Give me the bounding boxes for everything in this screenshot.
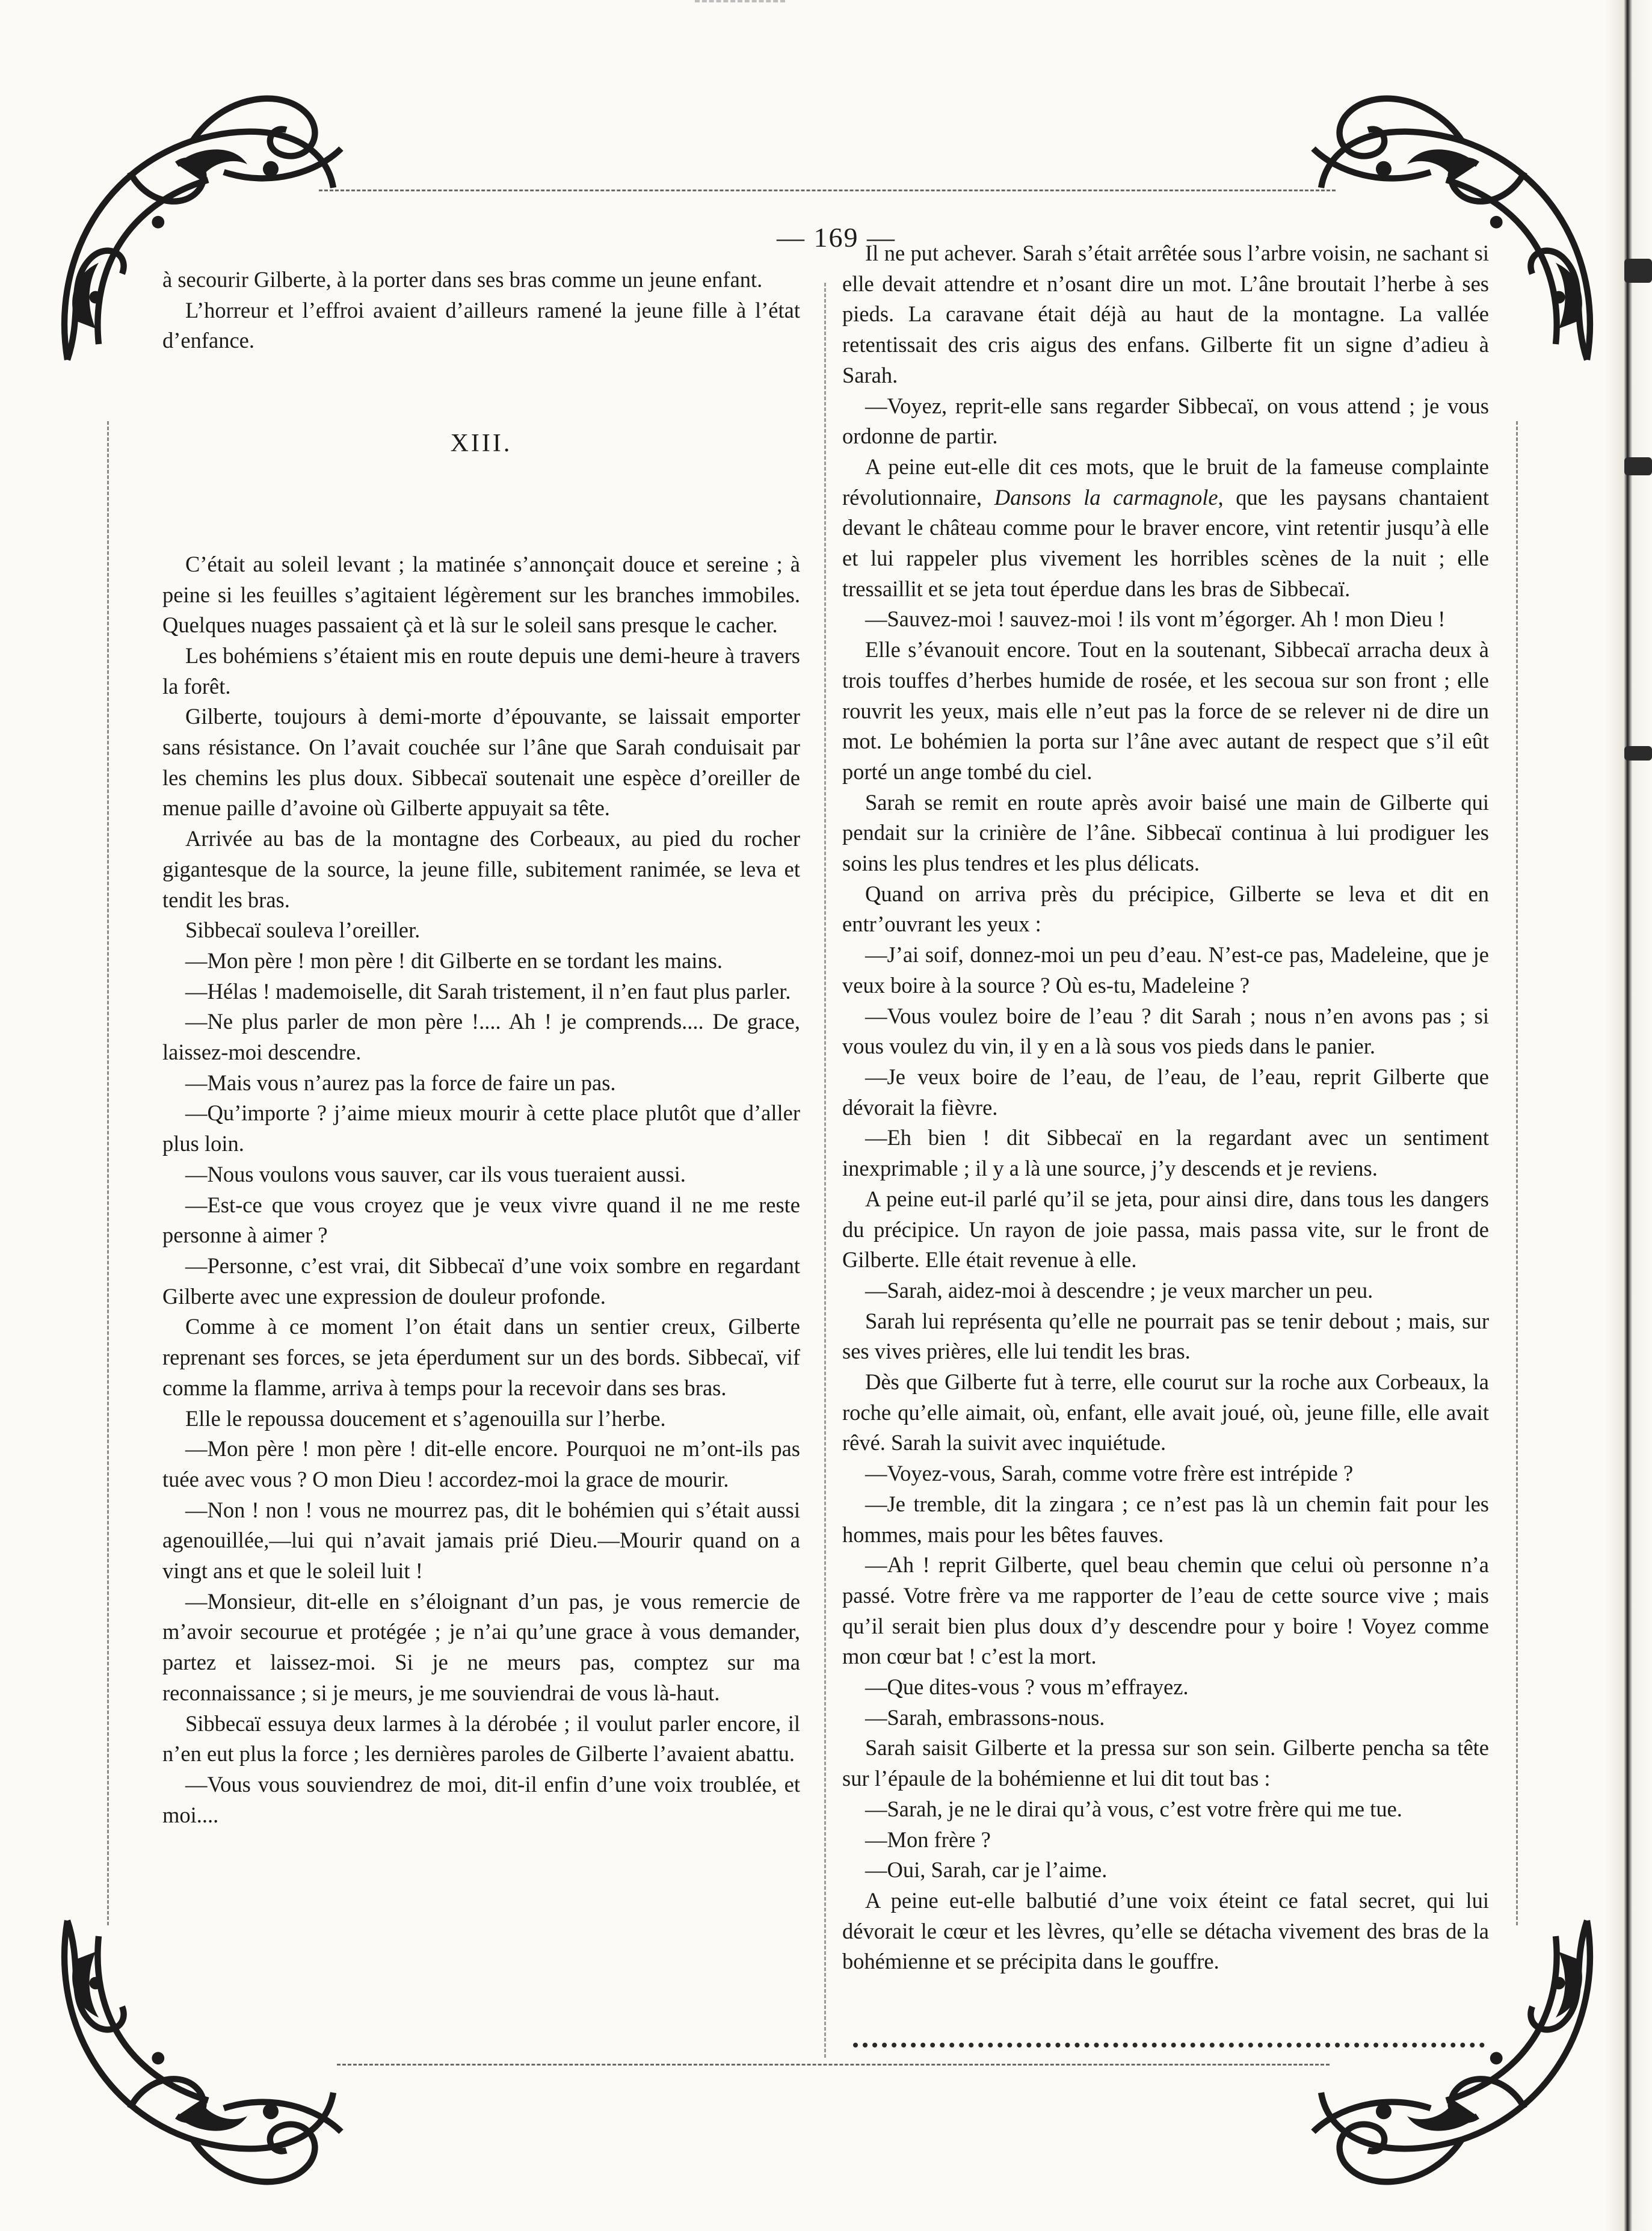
paragraph: —Qu’importe ? j’aime mieux mourir à cette place plutôt que d’aller plus loin. bbox=[162, 1100, 800, 1156]
edge-mark bbox=[1624, 259, 1652, 283]
song-title: Dansons la carmagnole bbox=[994, 484, 1218, 510]
edge-mark bbox=[1624, 746, 1652, 761]
closing-dotted-rule bbox=[853, 2043, 1485, 2047]
paragraph: —Ah ! reprit Gilberte, quel beau chemin que celui où personne n’a passé. Votre frère va me rapporter de l’eau de cette source vive ; mais qu’il serait bien plus doux d’y descendre pour y boire ! Voyez comme mon cœur bat ! c’est la mort. bbox=[842, 1552, 1489, 1669]
paragraph: —Mon frère ? bbox=[865, 1827, 991, 1852]
paragraph: Sibbecaï essuya deux larmes à la dérobée ; il voulut parler encore, il n’en eut plus la force ; les dernières paroles de Gilberte l’avaient abattu. bbox=[162, 1711, 800, 1767]
paragraph: —Monsieur, dit-elle en s’éloignant d’un pas, je vous remercie de m’avoir secourue et protégée ; je n’ai qu’une grace à vous demander, partez et laissez-moi. Si je ne meurs pas, comptez sur ma reconnaissance ; si je meurs, je me souviendrai de vous là-haut. bbox=[162, 1588, 800, 1705]
paragraph: —Vous vous souviendrez de moi, dit-il enfin d’une voix troublée, et moi.... bbox=[162, 1771, 800, 1827]
paragraph: Comme à ce moment l’on était dans un sentier creux, Gilberte reprenant ses forces, se jeta éperdument sur un des bords. Sibbecaï, vif comme la flamme, arriva à temps pour la recevoir dans ses bras. bbox=[162, 1314, 800, 1400]
paragraph: —Je veux boire de l’eau, de l’eau, de l’eau, reprit Gilberte que dévorait la fièvre. bbox=[842, 1064, 1489, 1120]
paragraph: A peine eut-elle dit ces mots, que le bruit de la fameuse complainte révolutionnaire, Dansons la carmagnole, que les paysans chantaient devant le château comme pour le braver encore, vint retentir jusqu’à elle et lui rappeler plus vivement les horribles scènes de la nuit ; elle tressaillit et se jeta tout éperdue dans les bras de Sibbecaï. bbox=[842, 454, 1490, 601]
page-number: — 169 — bbox=[777, 222, 896, 253]
paragraph: Sarah lui représenta qu’elle ne pourrait pas se tenir debout ; mais, sur ses vives prières, elle lui tendit les bras. bbox=[842, 1308, 1489, 1364]
right-column bbox=[842, 238, 1489, 1977]
frame-bottom-line bbox=[337, 2064, 1330, 2066]
paragraph: —Eh bien ! dit Sibbecaï en la regardant avec un sentiment inexprimable ; il y a là une source, j’y descends et je reviens. bbox=[842, 1125, 1489, 1181]
paragraph: —Sarah, aidez-moi à descendre ; je veux marcher un peu. bbox=[865, 1277, 1373, 1303]
paragraph: —Vous voulez boire de l’eau ? dit Sarah ; nous n’en avons pas ; si vous voulez du vin, il y en a là sous vos pieds dans le panier. bbox=[842, 1003, 1489, 1059]
top-edge-mark bbox=[695, 0, 785, 11]
left-column-body bbox=[162, 549, 800, 1831]
paragraph: —Non ! non ! vous ne mourrez pas, dit le bohémien qui s’était aussi agenouillée,—lui qui n’avait jamais prié Dieu.—Mourir quand on a vingt ans et que le soleil luit ! bbox=[162, 1497, 800, 1584]
paragraph: —Que dites-vous ? vous m’effrayez. bbox=[865, 1674, 1189, 1700]
frame-left-line bbox=[107, 421, 109, 1925]
bottom-left-ornament-icon bbox=[36, 1889, 349, 2202]
frame-top-line bbox=[319, 190, 1336, 191]
frame-right-line bbox=[1516, 421, 1518, 1925]
paragraph: —Nous voulons vous sauver, car ils vous tueraient aussi. bbox=[185, 1161, 686, 1186]
paragraph: Quand on arriva près du précipice, Gilberte se leva et dit en entr’ouvrant les yeux : bbox=[842, 881, 1489, 937]
paragraph: Dès que Gilberte fut à terre, elle courut sur la roche aux Corbeaux, la roche qu’elle aimait, où, enfant, elle avait joué, où, jeune fille, elle avait rêvé. Sarah la suivit avec inquiétude. bbox=[842, 1369, 1489, 1455]
paragraph: L’horreur et l’effroi avaient d’ailleurs ramené la jeune fille à l’état d’enfance. bbox=[162, 297, 800, 353]
column-divider bbox=[824, 283, 826, 2058]
right-column-body bbox=[842, 238, 1489, 1977]
paragraph: —Mon père ! mon père ! dit-elle encore. Pourquoi ne m’ont-ils pas tuée avec vous ? O mon Dieu ! accordez-moi la grace de mourir. bbox=[162, 1436, 800, 1492]
paragraph: —Est-ce que vous croyez que je veux vivre quand il ne me reste personne à aimer ? bbox=[162, 1192, 800, 1248]
paragraph: Sarah se remit en route après avoir baisé une main de Gilberte qui pendait sur la crinière de l’âne. Sibbecaï continua à lui prodiguer les soins les plus tendres et les plus délicats. bbox=[842, 789, 1489, 876]
paragraph: —Oui, Sarah, car je l’aime. bbox=[865, 1857, 1108, 1883]
paragraph: —Ne plus parler de mon père !.... Ah ! je comprends.... De grace, laissez-moi descendre. bbox=[162, 1009, 800, 1065]
paragraph: —Voyez-vous, Sarah, comme votre frère est intrépide ? bbox=[865, 1461, 1354, 1486]
paragraph: —Voyez, reprit-elle sans regarder Sibbecaï, on vous attend ; je vous ordonne de partir. bbox=[842, 393, 1489, 449]
paragraph: —Sauvez-moi ! sauvez-moi ! ils vont m’égorger. Ah ! mon Dieu ! bbox=[865, 606, 1446, 632]
paragraph: Elle le repoussa doucement et s’agenouilla sur l’herbe. bbox=[185, 1406, 666, 1431]
paragraph: Les bohémiens s’étaient mis en route depuis une demi-heure à travers la forêt. bbox=[162, 643, 800, 699]
left-column bbox=[162, 265, 800, 1830]
paragraph: A peine eut-il parlé qu’il se jeta, pour ainsi dire, dans tous les dangers du précipice. Un rayon de joie passa, mais passa vite, sur le front de Gilberte. Elle était revenue à elle. bbox=[842, 1186, 1489, 1273]
paragraph: —Je tremble, dit la zingara ; ce n’est pas là un chemin fait pour les hommes, mais pour les bêtes fauves. bbox=[842, 1491, 1489, 1547]
paragraph: A peine eut-elle balbutié d’une voix éteint ce fatal secret, qui lui dévorait le cœur et les lèvres, qu’elle se détacha vivement des bras de la bohémienne et se précipita dans le gouffre. bbox=[842, 1887, 1489, 1974]
paragraph: —Sarah, embrassons-nous. bbox=[865, 1705, 1105, 1730]
paragraph: —Personne, c’est vrai, dit Sibbecaï d’une voix sombre en regardant Gilberte avec une expression de douleur profonde. bbox=[162, 1253, 800, 1309]
paragraph: Elle s’évanouit encore. Tout en la soutenant, Sibbecaï arracha deux à trois touffes d’herbes humide de rosée, et les secoua sur son front ; elle rouvrit les yeux, mais elle n’eut pas la force de se relever ni de dire un mot. Le bohémien la porta sur l’âne avec autant de respect que s’il eût porté un ange tombé du ciel. bbox=[842, 637, 1489, 784]
paragraph: —Hélas ! mademoiselle, dit Sarah tristement, il n’en faut plus parler. bbox=[185, 978, 791, 1004]
paragraph: Arrivée au bas de la montagne des Corbeaux, au pied du rocher gigantesque de la source, la jeune fille, subitement ranimée, se leva et tendit les bras. bbox=[162, 826, 800, 912]
paragraph: C’était au soleil levant ; la matinée s’annonçait douce et sereine ; à peine si les feuilles s’agitaient légèrement sur les branches immobiles. Quelques nuages passaient çà et là sur le soleil sans presque le cacher. bbox=[162, 551, 800, 638]
paragraph: —Sarah, je ne le dirai qu’à vous, c’est votre frère qui me tue. bbox=[865, 1796, 1402, 1821]
edge-mark bbox=[1624, 457, 1652, 475]
paragraph: à secourir Gilberte, à la porter dans ses bras comme un jeune enfant. bbox=[162, 267, 763, 292]
paragraph: Sibbecaï souleva l’oreiller. bbox=[185, 918, 421, 943]
paragraph: Sarah saisit Gilberte et la pressa sur son sein. Gilberte pencha sa tête sur l’épaule de la bohémienne et lui dit tout bas : bbox=[842, 1735, 1489, 1791]
paragraph: Il ne put achever. Sarah s’était arrêtée sous l’arbre voisin, ne sachant si elle devait attendre et n’osant dire un mot. L’âne broutait l’herbe à ses pieds. La caravane était déjà au haut de la montagne. La vallée retentissait des cris aigus des enfans. Gilberte fit un signe d’adieu à Sarah. bbox=[842, 241, 1489, 387]
paragraph: Gilberte, toujours à demi-morte d’épouvante, se laissait emporter sans résistance. On l’avait couchée sur l’âne que Sarah conduisait par les chemins les plus doux. Sibbecaï soutenait une espèce d’oreiller de menue paille d’avoine où Gilberte appuyait sa tête. bbox=[162, 704, 800, 821]
page-edge bbox=[1605, 0, 1652, 2231]
paragraph: —Mais vous n’aurez pas la force de faire un pas. bbox=[185, 1070, 616, 1095]
chapter-heading: XIII. bbox=[450, 430, 513, 458]
paragraph: —Mon père ! mon père ! dit Gilberte en se tordant les mains. bbox=[185, 948, 723, 973]
paragraph: —J’ai soif, donnez-moi un peu d’eau. N’est-ce pas, Madeleine, que je veux boire à la source ? Où es-tu, Madeleine ? bbox=[842, 942, 1489, 998]
